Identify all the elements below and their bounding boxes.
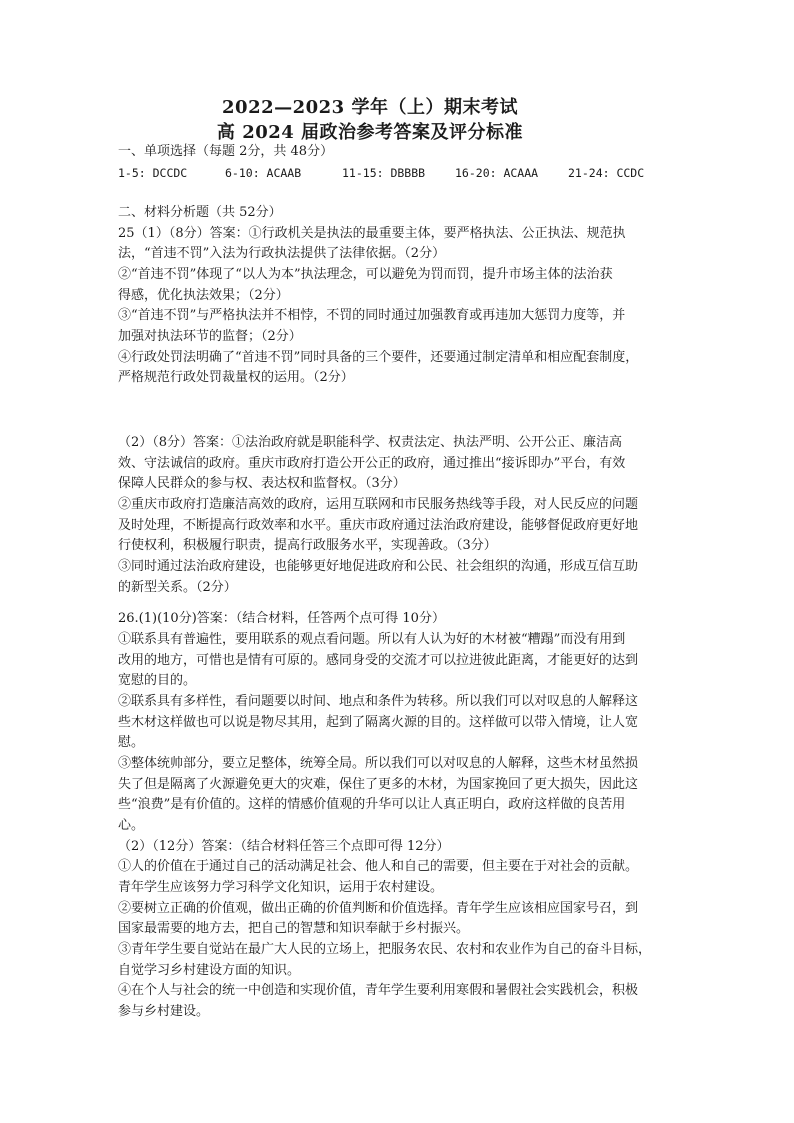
text-line: ②重庆市政府打造廉洁高效的政府，运用互联网和市民服务热线等手段，对人民反应的问题 — [118, 497, 639, 512]
text-line: ③“首违不罚”与严格执法并不相悖，不罚的同时通过加强教育或再违加大惩罚力度等，并 — [118, 308, 626, 323]
text-line: 行使权利，积极履行职责，提高行政服务水平，实现善政。（3分） — [118, 538, 497, 553]
text-line: 26.(1)(10分)答案：（结合材料，任答两个点可得 10分） — [118, 611, 445, 626]
text-line: ③整体统帅部分，要立足整体，统筹全局。所以我们可以对叹息的人解释，这些木材虽然损 — [118, 756, 639, 771]
text-line: 效、守法诚信的政府。重庆市政府打造公开公正的政府，通过推出“接诉即办”平台，有效 — [118, 456, 626, 471]
text-line: 些木材这样做也可以说是物尽其用，起到了隔离火源的目的。这样做可以带入情境，让人宽 — [118, 715, 639, 730]
text-line: 25（1）（8分）答案：①行政机关是执法的最重要主体，要严格执法、公正执法、规范执 — [118, 226, 626, 241]
section-heading-single-choice: 一、单项选择（每题 2分，共 48分） — [118, 144, 334, 159]
text-line: 保障人民群众的参与权、表达权和监督权。（3分） — [118, 476, 406, 491]
text-line: 心。 — [118, 818, 145, 833]
answer-group: 6-10: ACAAB — [225, 166, 302, 180]
answer-group: 1-5: DCCDC — [118, 166, 188, 180]
text-line: 慰。 — [118, 735, 145, 750]
page-subtitle: 高 2024 届政治参考答案及评分标准 — [216, 122, 524, 143]
text-line: （2）（8分）答案：①法治政府就是职能科学、权责法定、执法严明、公开公正、廉洁高 — [118, 435, 623, 450]
text-line: 参与乡村建设。 — [118, 1004, 210, 1019]
text-line: ③青年学生要自觉站在最广大人民的立场上，把服务农民、农村和农业作为自己的奋斗目标， — [118, 942, 652, 957]
text-line: ④在个人与社会的统一中创造和实现价值，青年学生要利用寒假和暑假社会实践机会，积极 — [118, 983, 639, 998]
text-line: ①人的价值在于通过自己的活动满足社会、他人和自己的需要，但主要在于对社会的贡献。 — [118, 859, 639, 874]
page-title: 2022—2023 学年（上）期末考试 — [222, 97, 518, 118]
text-line: 得感，优化执法效果；（2分） — [118, 288, 289, 303]
text-line: ②联系具有多样性，看问题要以时间、地点和条件为转移。所以我们可以对叹息的人解释这 — [118, 694, 639, 709]
text-line: 国家最需要的地方去，把自己的智慧和知识奉献于乡村振兴。 — [118, 921, 470, 936]
text-line: 加强对执法环节的监督；（2分） — [118, 329, 302, 344]
text-line: 的新型关系。（2分） — [118, 580, 237, 595]
answer-group: 16-20: ACAAA — [455, 166, 539, 180]
text-line: ①联系具有普遍性，要用联系的观点看问题。所以有人认为好的木材被“糟蹋”而没有用到 — [118, 632, 626, 647]
text-line: 宽慰的目的。 — [118, 673, 197, 688]
text-line: 严格规范行政处罚裁量权的运用。（2分） — [118, 370, 354, 385]
text-line: （2）（12分）答案：（结合材料任答三个点即可得 12分） — [118, 839, 450, 854]
text-line: 法，“首违不罚”入法为行政执法提供了法律依据。（2分） — [118, 246, 446, 261]
text-line: 青年学生应该努力学习科学文化知识，运用于农村建设。 — [118, 880, 444, 895]
text-line: 失了但是隔离了火源避免更大的灾难，保住了更多的木材，为国家挽回了更大损失，因此这 — [118, 777, 639, 792]
answer-group: 11-15: DBBBB — [342, 166, 426, 180]
text-line: 自觉学习乡村建设方面的知识。 — [118, 963, 301, 978]
section-heading-material-analysis: 二、材料分析题（共 52分） — [118, 205, 282, 220]
answer-group: 21-24: CCDC — [568, 166, 645, 180]
text-line: 及时处理，不断提高行政效率和水平。重庆市政府通过法治政府建设，能够督促政府更好地 — [118, 518, 639, 533]
text-line: ②“首违不罚”体现了“以人为本”执法理念，可以避免为罚而罚，提升市场主体的法治获 — [118, 267, 613, 282]
text-line: 些“浪费”是有价值的。这样的情感价值观的升华可以让人真正明白，政府这样做的良苦用 — [118, 797, 626, 812]
text-line: ②要树立正确的价值观，做出正确的价值判断和价值选择。青年学生应该相应国家号召，到 — [118, 901, 639, 916]
text-line: 改用的地方，可惜也是情有可原的。感同身受的交流才可以拉进彼此距离，才能更好的达到 — [118, 653, 639, 668]
text-line: ③同时通过法治政府建设，也能够更好地促进政府和公民、社会组织的沟通，形成互信互助 — [118, 559, 639, 574]
text-line: ④行政处罚法明确了“首违不罚”同时具备的三个要件，还要通过制定清单和相应配套制度， — [118, 350, 639, 365]
